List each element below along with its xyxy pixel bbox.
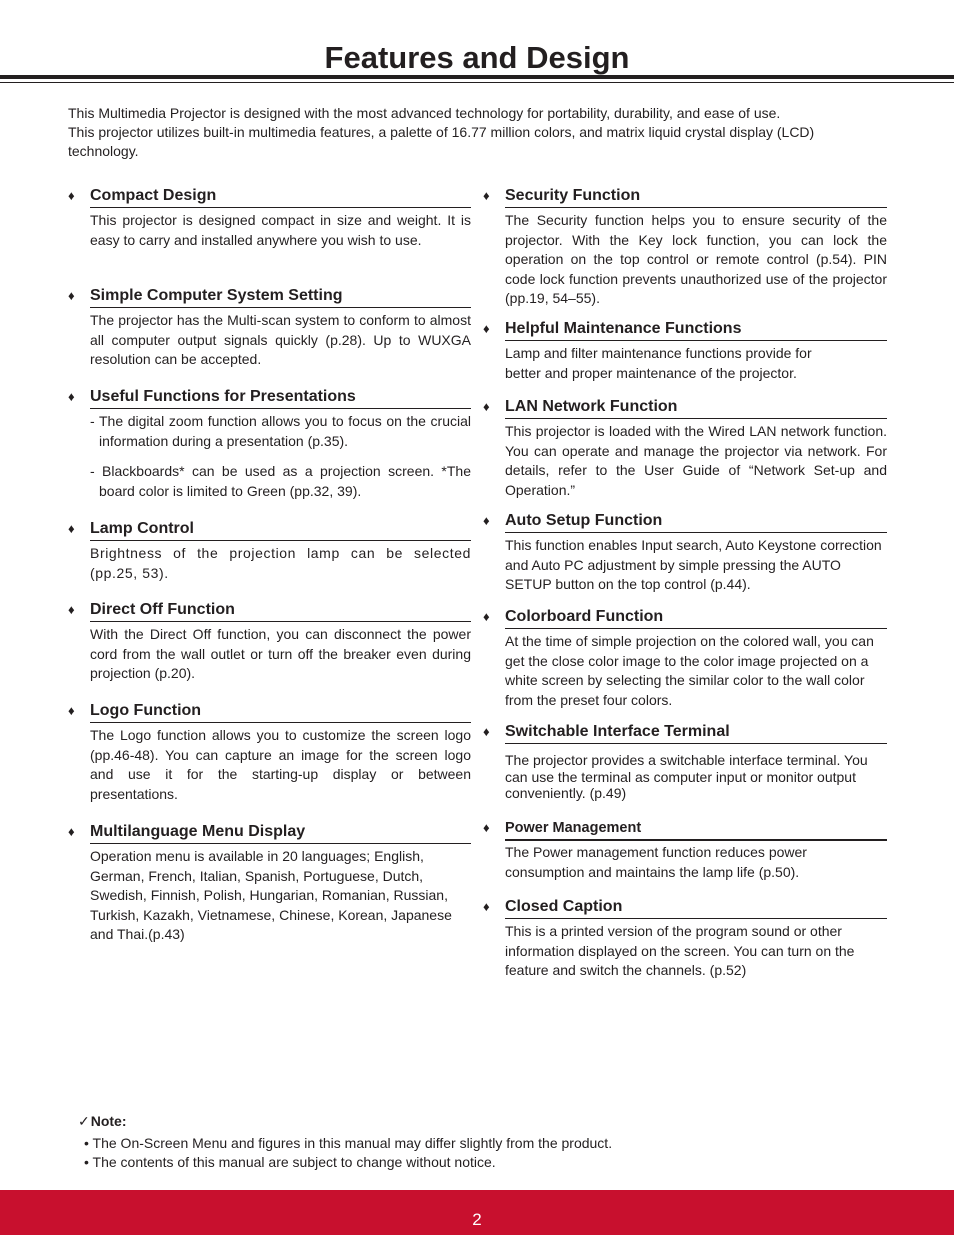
section-header xyxy=(483,722,887,744)
checkmark-icon: ✓ xyxy=(78,1113,90,1129)
section-title: Direct Off Function xyxy=(90,600,471,622)
section-useful-functions xyxy=(68,387,471,501)
section-body xyxy=(90,847,471,945)
section-body xyxy=(505,536,887,595)
diamond-bullet-icon: ♦ xyxy=(68,602,75,617)
diamond-bullet-icon: ♦ xyxy=(483,609,490,624)
section-header xyxy=(68,519,471,541)
section-body xyxy=(90,211,471,250)
section-body xyxy=(505,344,887,383)
title-rule-thin xyxy=(0,82,954,83)
diamond-bullet-icon: ♦ xyxy=(483,724,490,739)
section-logo-function xyxy=(68,701,471,804)
section-title: Switchable Interface Terminal xyxy=(505,722,887,744)
section-title: Colorboard Function xyxy=(505,607,887,629)
section-title: Auto Setup Function xyxy=(505,511,887,533)
section-header xyxy=(68,822,471,844)
section-text: With the Direct Off function, you can disconnect the power cord from the wall outlet or turn off the breaker even during projection (p.20). xyxy=(90,626,471,681)
diamond-bullet-icon: ♦ xyxy=(68,824,75,839)
section-header xyxy=(68,186,471,208)
section-text: This is a printed version of the program sound or other information displayed on the screen. You can turn on the feature and switch the channels. (p.52) xyxy=(505,923,855,978)
section-header xyxy=(68,286,471,308)
section-header xyxy=(68,387,471,409)
diamond-bullet-icon: ♦ xyxy=(483,399,490,414)
section-body xyxy=(505,422,887,500)
section-body xyxy=(90,412,471,501)
diamond-bullet-icon: ♦ xyxy=(483,188,490,203)
diamond-bullet-icon: ♦ xyxy=(483,513,490,528)
intro-text xyxy=(68,104,868,161)
section-switchable-interface xyxy=(483,722,887,802)
diamond-bullet-icon: ♦ xyxy=(68,288,75,303)
section-helpful-maintenance xyxy=(483,319,887,383)
section-text: At the time of simple projection on the colored wall, you can get the close color image to the color image projected on a white screen by selecting the similar color to the wall color from the preset four colors. xyxy=(505,633,874,708)
section-title: Compact Design xyxy=(90,186,471,208)
section-title: Multilanguage Menu Display xyxy=(90,822,471,844)
section-text: The Logo function allows you to customize the screen logo (pp.46-48). You can capture an image for the screen logo and use it for the starting-up display or between presentations. xyxy=(90,727,471,802)
section-closed-caption xyxy=(483,897,887,981)
section-header xyxy=(483,397,887,419)
note-box xyxy=(78,1112,878,1172)
section-body xyxy=(90,625,471,684)
section-header xyxy=(68,701,471,723)
section-lamp-control xyxy=(68,519,471,583)
note-heading xyxy=(78,1112,878,1131)
note-label: Note: xyxy=(90,1113,127,1129)
section-title: LAN Network Function xyxy=(505,397,887,419)
section-title: Closed Caption xyxy=(505,897,887,919)
section-body xyxy=(90,726,471,804)
footer-bar xyxy=(0,1190,954,1235)
section-text: The Power management function reduces power consumption and maintains the lamp life (p.50). xyxy=(505,844,807,880)
section-title: Power Management xyxy=(505,818,887,841)
section-body xyxy=(505,632,887,710)
section-body xyxy=(505,752,887,802)
section-text: The projector provides a switchable interface terminal. You can use the terminal as computer input or monitor output conveniently. (p.49) xyxy=(505,752,868,801)
section-body xyxy=(90,311,471,370)
section-title: Lamp Control xyxy=(90,519,471,541)
title-rule-thick xyxy=(0,75,954,79)
diamond-bullet-icon: ♦ xyxy=(68,703,75,718)
section-body xyxy=(90,544,471,583)
dash-list-item: - Blackboards* can be used as a projection screen. *The board color is limited to Green (pp.32, 39). xyxy=(90,463,471,499)
section-title: Useful Functions for Presentations xyxy=(90,387,471,409)
note-list xyxy=(84,1134,878,1172)
section-header xyxy=(68,600,471,622)
diamond-bullet-icon: ♦ xyxy=(68,389,75,404)
section-header xyxy=(483,897,887,919)
diamond-bullet-icon: ♦ xyxy=(483,820,490,835)
section-text: Lamp and filter maintenance functions provide for better and proper maintenance of the projector. xyxy=(505,345,812,381)
section-body xyxy=(505,922,887,981)
section-title: Security Function xyxy=(505,186,887,208)
section-text: This projector is loaded with the Wired LAN network function. You can operate and manage the projector via network. For details, refer to the User Guide of “Network Set-up and Operation.” xyxy=(505,423,887,498)
diamond-bullet-icon: ♦ xyxy=(68,188,75,203)
section-text: Operation menu is available in 20 languages; English, German, French, Italian, Spanish, Portuguese, Dutch, Swedish, Finnish, Polish, Hungarian, Romanian, Russian, Turkish, Kazakh, Vietnamese, Chinese, Korean, Japanese and Thai.(p.43) xyxy=(90,848,452,942)
diamond-bullet-icon: ♦ xyxy=(68,521,75,536)
dash-list-item: - The digital zoom function allows you to focus on the crucial information during a presentation (p.35). xyxy=(90,413,471,449)
section-text: This function enables Input search, Auto Keystone correction and Auto PC adjustment by simple pressing the AUTO SETUP button on the top control (p.44). xyxy=(505,537,882,592)
section-title: Simple Computer System Setting xyxy=(90,286,471,308)
section-text: This projector is designed compact in size and weight. It is easy to carry and installed anywhere you wish to use. xyxy=(90,212,471,248)
diamond-bullet-icon: ♦ xyxy=(483,321,490,336)
section-header xyxy=(483,319,887,341)
section-multilanguage-menu xyxy=(68,822,471,945)
section-colorboard xyxy=(483,607,887,710)
section-simple-computer-system-setting xyxy=(68,286,471,370)
section-compact-design xyxy=(68,186,471,250)
section-lan-network xyxy=(483,397,887,500)
section-title: Logo Function xyxy=(90,701,471,723)
section-power-management xyxy=(483,818,887,882)
note-item: • The contents of this manual are subject to change without notice. xyxy=(84,1154,496,1170)
page-number: 2 xyxy=(472,1210,482,1229)
section-title: Helpful Maintenance Functions xyxy=(505,319,887,341)
section-auto-setup xyxy=(483,511,887,595)
section-text: Brightness of the projection lamp can be selected (pp.25, 53). xyxy=(90,545,471,581)
intro-paragraph: This projector utilizes built-in multimedia features, a palette of 16.77 million colors, and matrix liquid crystal display (LCD) technology. xyxy=(68,124,815,159)
section-header xyxy=(483,186,887,208)
section-header xyxy=(483,818,887,840)
section-body xyxy=(505,211,887,309)
note-item: • The On-Screen Menu and figures in this manual may differ slightly from the product. xyxy=(84,1135,613,1151)
section-header xyxy=(483,607,887,629)
section-text: The projector has the Multi-scan system to conform to almost all computer output signals quickly (p.28). Up to WUXGA resolution can be accepted. xyxy=(90,312,471,367)
section-direct-off xyxy=(68,600,471,684)
page-title: Features and Design xyxy=(324,40,630,75)
diamond-bullet-icon: ♦ xyxy=(483,899,490,914)
section-header xyxy=(483,511,887,533)
intro-paragraph: This Multimedia Projector is designed with the most advanced technology for portability, durability, and ease of use. xyxy=(68,105,781,121)
section-body xyxy=(505,843,887,882)
section-text: The Security function helps you to ensure security of the projector. With the Key lock function, you can lock the operation on the top control or remote control (p.54). PIN code lock function prevents unauthorized use of the projector (pp.19, 54–55). xyxy=(505,212,887,306)
section-security-function xyxy=(483,186,887,309)
